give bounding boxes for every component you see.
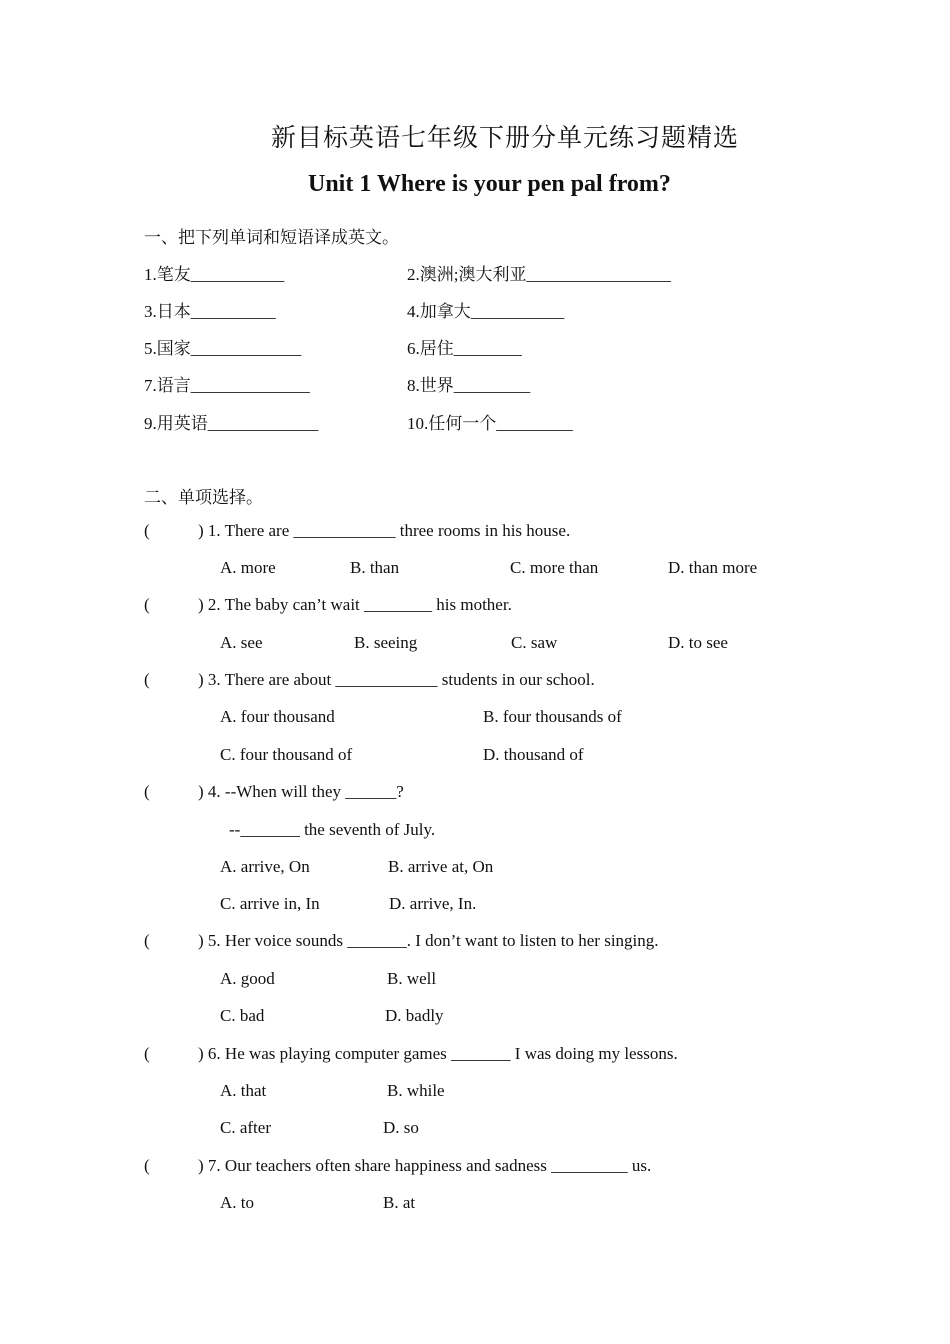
unit-title: Unit 1 Where is your pen pal from? [308, 171, 671, 197]
vocab-item: 3.日本__________ [144, 302, 276, 321]
question-paren: ( [144, 595, 150, 614]
option: D. thousand of [483, 745, 584, 764]
question-stem: ) 2. The baby can’t wait ________ his mother. [198, 595, 512, 614]
question-paren: ( [144, 1156, 150, 1175]
option: A. more [220, 558, 276, 577]
option: B. at [383, 1193, 416, 1212]
option: A. to [220, 1193, 254, 1212]
option: D. arrive, In. [389, 894, 477, 913]
option: C. four thousand of [220, 745, 353, 764]
vocab-item: 10.任何一个_________ [407, 414, 573, 433]
option: D. than more [668, 558, 758, 577]
option: C. more than [510, 558, 599, 577]
question-stem: ) 6. He was playing computer games _______ I was doing my lessons. [198, 1044, 678, 1063]
question-paren: ( [144, 670, 150, 689]
vocab-item: 8.世界_________ [407, 376, 531, 395]
option: C. arrive in, In [220, 894, 320, 913]
question-stem: ) 3. There are about ____________ students in our school. [198, 670, 595, 689]
question-stem: ) 1. There are ____________ three rooms in his house. [198, 521, 571, 540]
question-stem: ) 4. --When will they ______? [198, 782, 404, 801]
option: B. than [350, 558, 400, 577]
option: D. to see [668, 633, 728, 652]
vocab-item: 4.加拿大___________ [407, 302, 565, 321]
vocab-item: 2.澳洲;澳大利亚_________________ [407, 265, 671, 284]
question-stem: ) 5. Her voice sounds _______. I don’t want to listen to her singing. [198, 931, 659, 950]
question-stem: ) 7. Our teachers often share happiness and sadness _________ us. [198, 1156, 652, 1175]
vocab-item: 9.用英语_____________ [144, 414, 319, 433]
option: C. saw [511, 633, 558, 652]
section1-heading: 一、把下列单词和短语译成英文。 [144, 228, 399, 247]
option: B. seeing [354, 633, 418, 652]
option: A. see [220, 633, 263, 652]
vocab-item: 1.笔友___________ [144, 265, 285, 284]
option: C. after [220, 1118, 271, 1137]
vocab-item: 6.居住________ [407, 339, 522, 358]
option: D. badly [385, 1006, 444, 1025]
question-paren: ( [144, 521, 150, 540]
vocab-item: 5.国家_____________ [144, 339, 302, 358]
question-paren: ( [144, 931, 150, 950]
option: A. arrive, On [220, 857, 310, 876]
question-reply: --_______ the seventh of July. [229, 820, 436, 839]
option: B. well [387, 969, 437, 988]
option: B. while [387, 1081, 445, 1100]
option: B. arrive at, On [388, 857, 494, 876]
option: B. four thousands of [483, 707, 622, 726]
option: A. good [220, 969, 275, 988]
option: A. four thousand [220, 707, 335, 726]
page-title: 新目标英语七年级下册分单元练习题精选 [271, 125, 740, 152]
question-paren: ( [144, 1044, 150, 1063]
section2-heading: 二、单项选择。 [144, 488, 263, 507]
option: C. bad [220, 1006, 265, 1025]
option: D. so [383, 1118, 419, 1137]
question-paren: ( [144, 782, 150, 801]
option: A. that [220, 1081, 267, 1100]
vocab-item: 7.语言______________ [144, 376, 310, 395]
